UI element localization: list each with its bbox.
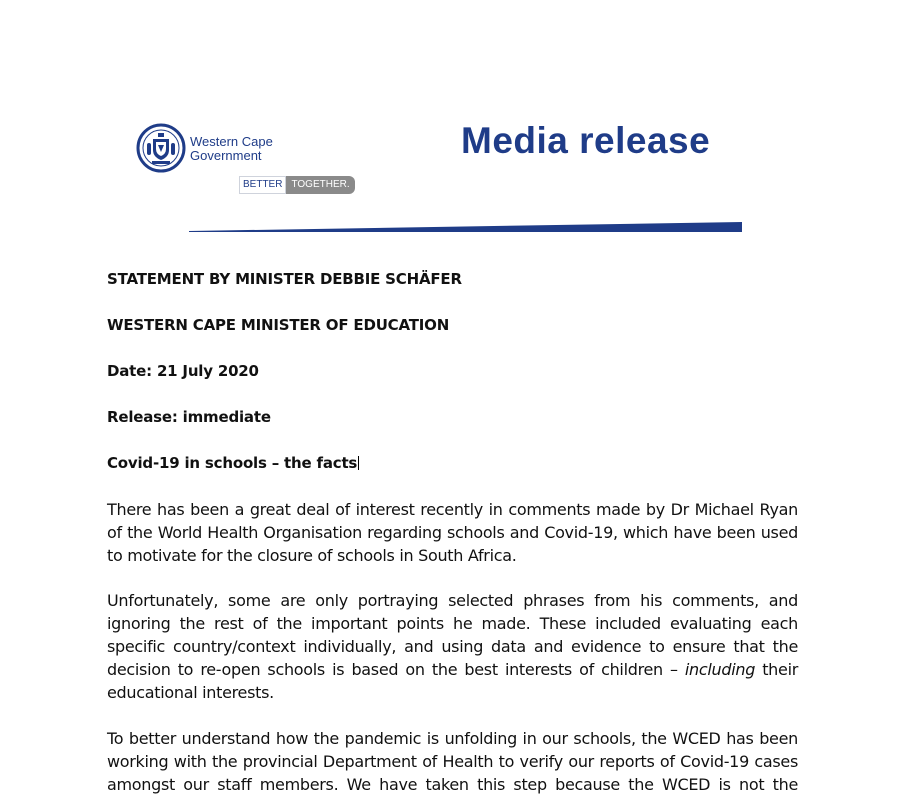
text-cursor <box>358 456 359 470</box>
paragraph-2-text-b: their educational interests. <box>107 660 798 702</box>
page-title: Media release <box>461 120 711 161</box>
paragraph-2-emphasis: including <box>684 660 756 679</box>
statement-by: STATEMENT BY MINISTER DEBBIE SCHÄFER <box>107 270 462 288</box>
release-type: Release: immediate <box>107 408 271 426</box>
paragraph-1: There has been a great deal of interest recently in comments made by Dr Michael Ryan of the World Health Organisation regarding schools and Covid-19, which have been used to motivate for the closure of schools in South Africa. <box>107 500 798 565</box>
tagline-better: BETTER <box>239 176 286 194</box>
headline <box>107 454 359 472</box>
header-divider <box>189 221 742 233</box>
release-date: Date: 21 July 2020 <box>107 362 259 380</box>
wcg-logo <box>136 123 381 195</box>
paragraph-2 <box>107 589 798 704</box>
minister-role: WESTERN CAPE MINISTER OF EDUCATION <box>107 316 450 334</box>
coat-of-arms-icon <box>136 123 186 173</box>
tagline-together: TOGETHER. <box>286 176 354 194</box>
headline-text: Covid-19 in schools – the facts <box>107 454 358 472</box>
paragraph-3: To better understand how the pandemic is unfolding in our schools, the WCED has been working with the provincial Department of Health to verify our reports of Covid-19 cases amongst our staff members. We have taken this step because the WCED is not the <box>107 729 798 794</box>
org-name-line1: Western Cape <box>190 134 273 149</box>
paragraph-2-text-a: Unfortunately, some are only portraying selected phrases from his comments, and ignoring the rest of the important points he made. These included evaluating each specific country/context individually, and using data and evidence to ensure that the decision to re-open schools is based on the best interests of children – <box>107 591 798 679</box>
org-name-line2: Government <box>190 148 262 163</box>
tagline <box>239 176 355 194</box>
